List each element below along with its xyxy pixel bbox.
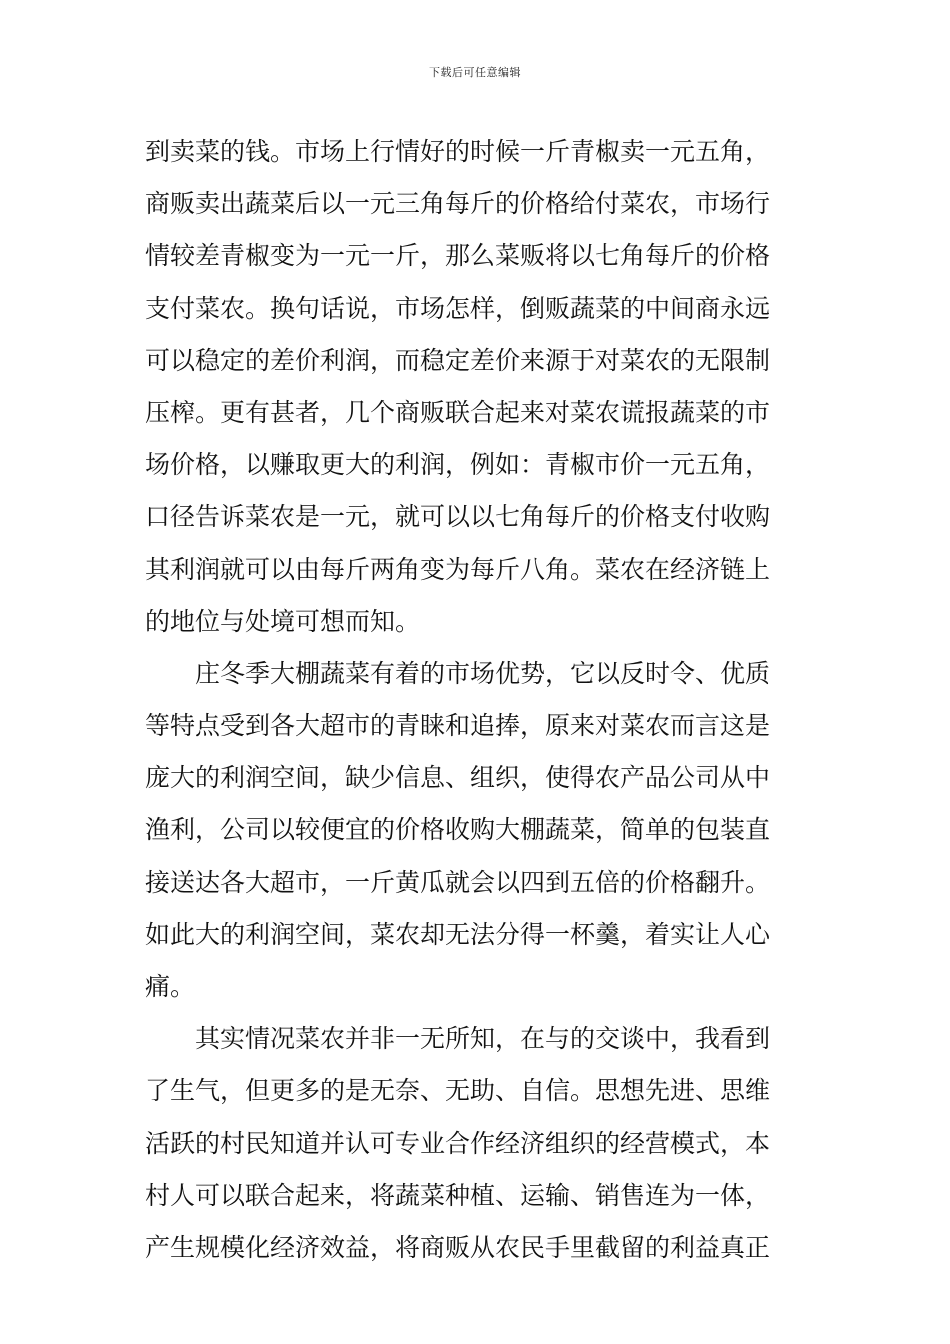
text-line: 可以稳定的差价利润，而稳定差价来源于对菜农的无限制 bbox=[145, 345, 771, 375]
page-header: 下载后可任意编辑 bbox=[429, 66, 521, 79]
text-line: 等特点受到各大超市的青睐和追捧，原来对菜农而言这是 bbox=[145, 711, 771, 741]
text-line-indented: 其实情况菜农并非一无所知，在与的交谈中，我看到 bbox=[195, 1024, 771, 1054]
text-line: 活跃的村民知道并认可专业合作经济组织的经营模式，本 bbox=[145, 1128, 771, 1158]
text-line: 如此大的利润空间，菜农却无法分得一杯羹，着实让人心 bbox=[145, 919, 771, 949]
text-line: 压榨。更有甚者，几个商贩联合起来对菜农谎报蔬菜的市 bbox=[145, 397, 771, 427]
text-line: 了生气，但更多的是无奈、无助、自信。思想先进、思维 bbox=[145, 1076, 771, 1106]
text-line: 情较差青椒变为一元一斤，那么菜贩将以七角每斤的价格 bbox=[145, 241, 771, 271]
text-line: 痛。 bbox=[145, 972, 196, 1001]
paragraph-2 bbox=[145, 648, 810, 1013]
text-line: 渔利，公司以较便宜的价格收购大棚蔬菜，简单的包装直 bbox=[145, 815, 771, 845]
text-line: 庞大的利润空间，缺少信息、组织，使得农产品公司从中 bbox=[145, 763, 771, 793]
text-line: 村人可以联合起来，将蔬菜种植、运输、销售连为一体， bbox=[145, 1180, 771, 1210]
text-line: 接送达各大超市，一斤黄瓜就会以四到五倍的价格翻升。 bbox=[145, 867, 771, 897]
paragraph-3 bbox=[145, 1013, 810, 1274]
document-body bbox=[145, 126, 810, 1274]
text-line: 的地位与处境可想而知。 bbox=[145, 606, 421, 636]
text-line: 商贩卖出蔬菜后以一元三角每斤的价格给付菜农，市场行 bbox=[145, 189, 771, 219]
text-line: 场价格，以赚取更大的利润，例如：青椒市价一元五角， bbox=[145, 450, 771, 480]
text-line: 支付菜农。换句话说，市场怎样，倒贩蔬菜的中间商永远 bbox=[145, 293, 771, 323]
text-line: 产生规模化经济效益，将商贩从农民手里截留的利益真正 bbox=[145, 1232, 771, 1262]
text-line: 到卖菜的钱。市场上行情好的时候一斤青椒卖一元五角， bbox=[145, 137, 771, 166]
text-line-indented: 庄冬季大棚蔬菜有着的市场优势，它以反时令、优质 bbox=[195, 658, 771, 688]
text-line: 其利润就可以由每斤两角变为每斤八角。菜农在经济链上 bbox=[145, 554, 771, 584]
paragraph-1 bbox=[145, 126, 810, 648]
text-line: 口径告诉菜农是一元，就可以以七角每斤的价格支付收购 bbox=[145, 502, 771, 532]
